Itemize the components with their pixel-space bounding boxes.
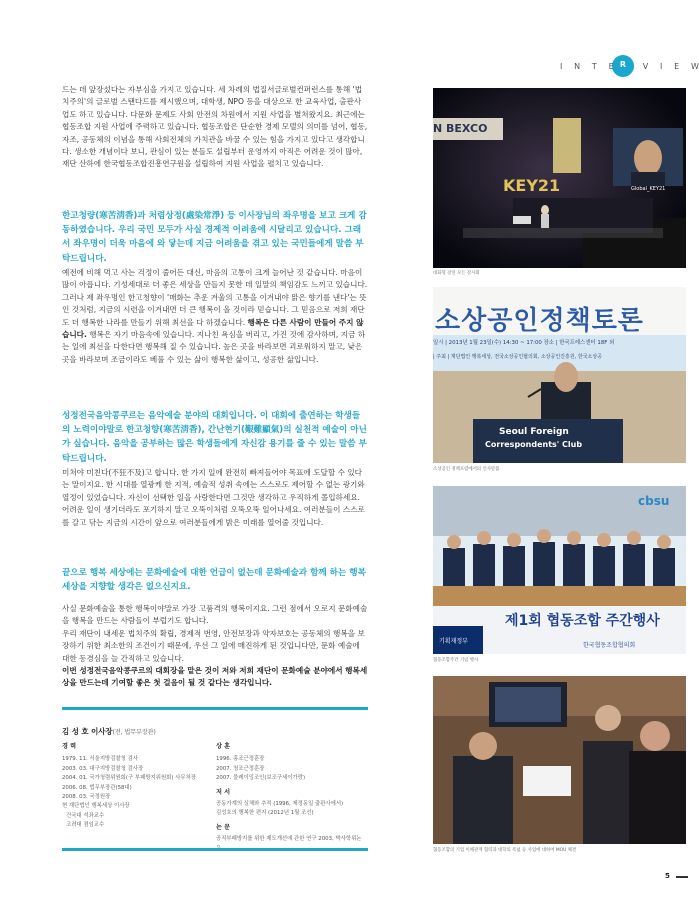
paragraph-4: 사실 문화예술을 통한 행복이야말로 가장 고품격의 행복이지요. 그런 점에서 오로지 문화예술을 행복을 만드는 사람들이 부럽기도 합니다. 우리 재단이 내세운 법치주의 확립, 경제적 번영, 안전보장과 약자보호는 공동체의 행복을 보장하기 위한 최소한의 조건이기 때문에, 우선 그 일에 매진하게 된 것입니다만, 문화 예술에 대한 동경심을 늘 간직하고 있습니다. 이번 성정전국음악콩쿠르의 대회장을 맡은 것이 저와 저희 재단이 문화예술 분야에서 행복세상을 만드는데 기여할 좋은 첫 걸음이 될 것 같다는 생각입니다. <box>62 604 368 688</box>
question-3: 끝으로 행복 세상에는 문화예술에 대한 언급이 없는데 문화예술과 함께 하는 행복세상을 지향할 생각은 없으신지요. <box>62 568 366 593</box>
photo-mou-signing <box>433 676 686 844</box>
coop-banner: 제1회 협동조합 주간행사 <box>505 613 660 629</box>
section-word <box>560 58 561 59</box>
tv-label: Global_KEY21 <box>631 186 666 192</box>
podium-line-1: Seoul Foreign <box>499 427 569 437</box>
forum-hosts: | 주최 | 재단법인 행복세상, 전국소상공인협의회, 소상공인진흥원, 한국소상공 <box>433 354 602 360</box>
bio-bottom-rule <box>62 848 368 851</box>
bexco-sign: N BEXCO <box>433 122 488 135</box>
question-1: 한고청량(寒苦淸香)과 처렴상정(處染常淨) 등 이사장님의 좌우명을 보고 크게 감동하였습니다. 우리 국민 모두가 사실 경제적 어려움에 시달리고 있습니다. 그래서 좌우명이 더욱 마음에 와 닿는데 지금 어려움을 겪고 있는 국민들에게 말씀 부탁드립니다. <box>62 211 367 264</box>
question-2: 성정전국음악콩쿠르는 음악예술 분야의 대회입니다. 이 대회에 출연하는 학생들의 노력이야말로 한고청향(寒苦淸香), 간난현기(艱難顯氣)의 실천적 예술이 아닌가 싶습니다. 음악을 공부하는 많은 학생들에게 자신감 용기를 줄 수 있는 말씀 부탁드립니다. <box>62 411 367 464</box>
page-number-dash <box>676 876 688 878</box>
highlight-sentence: 행복은 다른 사람이 만들어 주지 않습니다. <box>62 317 364 340</box>
career-list: 경 력 1979. 11. 서울지방검찰청 검사 2003. 03. 대구지방검찰청 검사장 2004. 01. 국가청렴위원회(구 부패방지위원회) 사무처장 2006. 08. 법무부장관(58대) 2008. 03. 국정원장 현 재단법인 행복세상 이사장 건국대 석좌교수 고려대 겸임교수 <box>62 743 197 829</box>
photo-policy-forum <box>433 287 686 463</box>
forum-banner: 소상공인정책토론 <box>435 306 644 336</box>
awards-list: 상 훈 1996. 홍조근정훈장 2007. 청조근정훈장 2007. 블레이잉조인(보조구세이가랑) 저 서 공동가계의 실체와 추적 (1996, 제정동일 출판사에서) 김성호의 행복한 편지 (2012년 1월 조선) 논 문 공직부패방지를 위한 제도개선에 관한 연구 2003, 박사학위논 <box>216 743 362 843</box>
section-header: I N T E V I E W R <box>560 58 699 74</box>
bio-top-rule <box>62 707 368 710</box>
caption-photo-4: 협동조합의 기업 이해관계 협력과 대학의 폭넓 등 사업에 대하여 MOU 체결 <box>433 848 577 853</box>
caption-photo-2: 소상공인 정책포럼에서의 인사말씀 <box>433 467 500 472</box>
caption-photo-3: 협동조합주간 기념 행사 <box>433 658 479 663</box>
paragraph-2: 예전에 비해 먹고 사는 걱정이 줄어든 대신, 마음의 고통이 크게 늘어난 것 같습니다. 마음이 많이 아픕니다. 기성세대로 더 좋은 세상을 만들지 못한 데 일말의 책임감도 느끼고 있습니다. 그러나 제 좌우명인 한고청향이 '매화는 추운 겨울의 고통을 이겨내야 맑은 향기를 낸다'는 뜻인 것처럼, 지금의 시련을 이겨내면 더 큰 행복이 올 것이라 믿습니다. 그 믿음으로 저희 재단도 더 행복한 나라를 만들기 위해 최선을 다 하겠습니다. 행복은 다른 사람이 만들어 주지 않습니다. 행복은 자기 마음속에 있습니다. 지나친 욕심을 버리고, 가진 것에 감사하며, 지금 하는 일에 최선을 다한다면 행복해 질 수 있습니다. 높은 곳을 바라보면 괴로워하지 말고, 낮은 곳을 바라보며 조금이라도 베풀 수 있는 삶이 행복한 삶이고, 성공한 삶입니다. <box>62 268 368 364</box>
forum-subtitle: 일시 | 2013년 1월 23일(수) 14:30 ~ 17:00 장소 | 한국프레스센터 18F 외 <box>433 340 615 346</box>
header-letters: I N T E V I E W <box>560 61 699 71</box>
photo-stage-lecture <box>433 88 686 268</box>
bio-name: 김 성 호 이사장(전, 법무부장관) <box>62 727 156 736</box>
caption-photo-1: 대화형 강연 모든 강사회 <box>433 271 480 276</box>
ministry-label: 기획재정부 <box>439 638 468 645</box>
photo-coop-week <box>433 486 686 654</box>
coop-brand: cbsu <box>638 494 670 508</box>
paragraph-3: 미쳐야 미친다(不狂不及)고 합니다. 한 가지 일에 완전히 빠져들어야 목표에 도달할 수 있다는 말이지요. 한 시대를 열광케 한 지적, 예술적 성취 속에는 스스로도 제어할 수 없는 광기와 열정이 있었습니다. 자신이 선택한 일을 사랑한다면 그것만 생각하고 우직하게 몰입하세요. 어려운 일이 생기더라도 포기하지 말고 오뚝이처럼 오뚝오뚝 일어나세요. 여러분들이 스스로를 갈고 닦는 지금의 시간이 앞으로 여러분들에게 밝은 미래를 열어줄 것입니다. <box>62 468 365 527</box>
mou-scene <box>433 676 686 844</box>
paragraph-1: 드는 데 앞장섰다는 자부심을 가지고 있습니다. 세 차례의 법질서글로벌컨퍼런스를 통해 '법치주의'의 글로벌 스탠다드를 제시했으며, 대학생, NPO 등을 대상으로 한 교육사업, 출판사업도 하고 있습니다. 다문화 문제도 사회 안전의 차원에서 지원 사업을 별쳐왔지요. 최근에는 협동조합 지원 사업에 주력하고 있습니다. 협동조합은 단순한 경제 모델의 의미를 넘어, 협동, 자조, 공동체의 이념을 통해 사회전체의 가치관을 바꿀 수 있는 힘을 가지고 있다고 생각합니다. 생소한 개념이다 보니, 관심이 있는 분들도 설립부터 운영까지 아직은 어려운 것이 많아, 재단 산하에 한국협동조합진흥연구원을 설립하여 지원 사업을 펼치고 있습니다. <box>62 85 368 169</box>
podium-line-2: Correspondents' Club <box>485 440 583 449</box>
page-number: 5 <box>665 872 670 880</box>
key21-sign: KEY21 <box>503 176 561 195</box>
coop-org: 한국협동조합협의회 <box>583 642 636 649</box>
